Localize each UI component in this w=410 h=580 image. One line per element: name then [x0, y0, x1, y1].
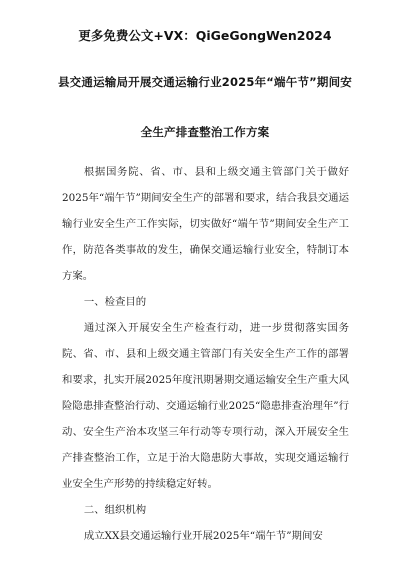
organization-paragraph: 成立XX县交通运输行业开展2025年“端午节”期间安	[83, 530, 323, 542]
section-heading-purpose: 一、检查目的	[83, 296, 147, 308]
intro-paragraph: 根据国务院、省、市、县和上级交通主管部门关于做好2025年“端午节”期间安全生产的部署和要求，结合我县交通运输行业安全生产工作实际，切实做好“端午节”期间安全生产工作，防范各类事故的发生，确保交通运输行业安全，特制订本方案。	[62, 166, 349, 282]
purpose-paragraph: 通过深入开展安全生产检查行动，进一步贯彻落实国务院、省、市、县和上级交通主管部门有关安全生产工作的部署和要求，扎实开展2025年度汛期暑期交通运输安全生产重大风险隐患排查整治行动、交通运输行业2025“隐患排查治理年”行动、安全生产治本攻坚三年行动等专项行动，深入开展安全生产排查整治工作，立足于治大隐患防大事故，实现交通运输行业安全生产形势的持续稳定好转。	[62, 322, 349, 490]
section-heading-organization: 二、组织机构	[83, 504, 147, 516]
watermark-header: 更多免费公文+VX：QiGeGongWen2024	[78, 28, 332, 43]
document-title-line-2: 全生产排查整治工作方案	[140, 125, 270, 139]
document-title-line-1: 县交通运输局开展交通运输行业2025年“端午节”期间安	[57, 75, 353, 89]
document-body	[62, 159, 349, 549]
